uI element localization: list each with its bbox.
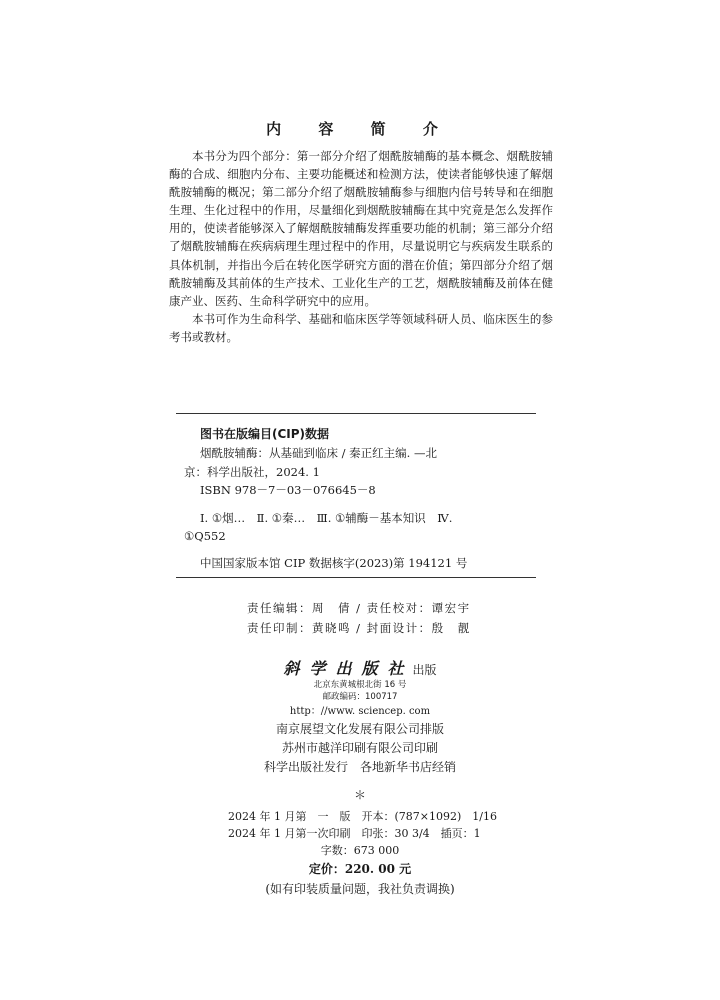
publisher-logo-name: 斜学出版社 [283,659,414,678]
publisher-website: http：//www. sciencep. com [289,706,431,717]
distribution: 科学出版社发行 各地新华书店经销 [263,760,456,774]
edition-info [228,808,497,842]
edition-line-1: 2024 年 1 月第 一 版 开本：(787×1092) 1/16 [228,810,497,823]
publisher-postcode: 邮政编码：100717 [322,692,398,702]
word-count: 字数：673 000 [320,844,400,857]
editor-credits [247,598,471,638]
editor-credits-line-2: 责任印制：黄晓鸣 / 封面设计：殷 靓 [247,621,471,635]
cip-bottom-rule [176,577,536,578]
editor-credits-line-1: 责任编辑：周 倩 / 责任校对：谭宏宇 [247,601,471,615]
printing-info [240,720,480,777]
cip-heading: 图书在版编目(CIP)数据 [200,427,330,441]
publisher-block [270,656,450,721]
cip-classification-line: Ⅰ. ①烟… Ⅱ. ①秦… Ⅲ. ①辅酶－基本知识 Ⅳ. [200,510,453,525]
publisher-address: 北京东黄城根北街 16 号 [313,680,407,690]
page-title: 内 容 简 介 [266,120,454,138]
printer: 苏州市越洋印刷有限公司印刷 [281,741,438,755]
cip-classification-code: ①Q552 [184,529,226,543]
cip-publisher-line: 京：科学出版社，2024. 1 [184,464,320,479]
cip-title-line: 烟酰胺辅酶：从基础到临床 / 秦正红主编. —北 [200,446,437,460]
quality-notice: (如有印装质量问题，我社负责调换) [265,882,455,896]
cip-top-rule [176,413,536,414]
typesetter: 南京展望文化发展有限公司排版 [275,722,444,736]
cip-isbn-line: ISBN 978－7－03－076645－8 [200,483,376,497]
publisher-suffix: 出版 [412,663,437,677]
summary-paragraph-2: 本书可作为生命科学、基础和临床医学等领域科研人员、临床医生的参考书或教材。 [169,311,553,344]
cip-record [184,444,524,546]
publisher-name-line [270,656,450,679]
summary-paragraph-1: 本书分为四个部分：第一部分介绍了烟酰胺辅酶的基本概念、烟酰胺辅酶的合成、细胞内分布、主要功能概述和检测方法，使读者能够快速了解烟酰胺辅酶的概况；第二部分介绍了烟酰胺辅酶参与细胞内信号转导和在细胞生理、生化过程中的作用，尽量细化到烟酰胺辅酶在其中究竟是怎么发挥作用的，使读者能够深入了解烟酰胺辅酶发挥重要功能的机制；第三部分介绍了烟酰胺辅酶在疾病病理生理过程中的作用，尽量说明它与疾病发生联系的具体机制，并指出今后在转化医学研究方面的潜在价值；第四部分介绍了烟酰胺辅酶及其前体的生产技术、工业化生产的工艺，烟酰胺辅酶及前体在健康产业、医药、生命科学研究中的应用。 [169,149,553,308]
price: 定价：220. 00 元 [308,862,412,876]
content-summary [169,147,553,346]
separator-asterisk: ＊ [353,788,366,802]
cip-verification-number: 中国国家版本馆 CIP 数据核字(2023)第 194121 号 [200,556,468,570]
edition-line-2: 2024 年 1 月第一次印刷 印张：30 3/4 插页：1 [228,827,481,840]
